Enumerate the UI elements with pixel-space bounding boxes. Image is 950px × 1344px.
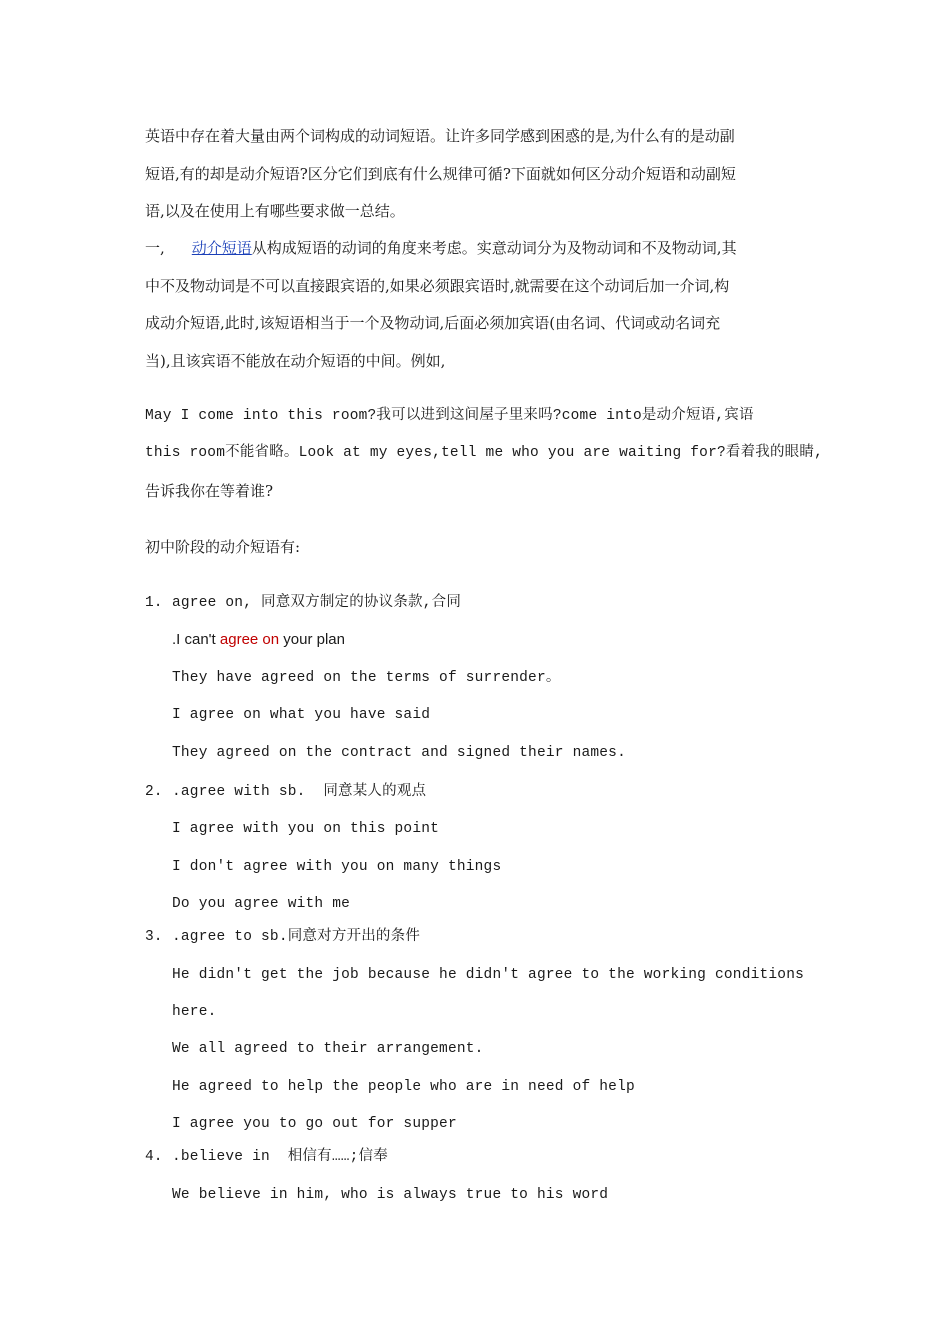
item-head: .agree to sb.同意对方开出的条件 xyxy=(172,929,421,945)
list-heading: 初中阶段的动介短语有: xyxy=(145,538,301,556)
section-marker: 一, xyxy=(145,239,165,257)
item-example: They have agreed on the terms of surrender。 xyxy=(172,670,561,686)
item-example: They agreed on the contract and signed their names. xyxy=(172,745,626,761)
item-example: I agree you to go out for supper xyxy=(172,1116,457,1132)
item-example: Do you agree with me xyxy=(172,896,351,912)
intro-line-3: 语,以及在使用上有哪些要求做一总结。 xyxy=(145,202,405,220)
item-example: He didn't get the job because he didn't agree to the working conditions xyxy=(172,967,805,983)
item-example: I agree on what you have said xyxy=(172,707,431,723)
item-number: 2. xyxy=(145,784,163,800)
item-highlight-example xyxy=(172,630,345,650)
section-1-line-2: 中不及物动词是不可以直接跟宾语的,如果必须跟宾语时,就需要在这个动词后加一介词,构 xyxy=(145,277,730,295)
intro-line-1: 英语中存在着大量由两个词构成的动词短语。让许多同学感到困惑的是,为什么有的是动副 xyxy=(145,127,735,145)
item-head: agree on, 同意双方制定的协议条款,合同 xyxy=(172,595,462,611)
highlight-after: your plan xyxy=(279,631,345,648)
item-example: here. xyxy=(172,1004,217,1020)
item-example: I agree with you on this point xyxy=(172,821,440,837)
highlight-phrase: agree on xyxy=(219,631,280,648)
section-1-line-1 xyxy=(145,238,737,258)
item-head: .agree with sb. 同意某人的观点 xyxy=(172,784,427,800)
highlight-before: .I can't xyxy=(172,631,220,648)
item-example: We all agreed to their arrangement. xyxy=(172,1041,484,1057)
verb-prep-phrase-link[interactable]: 动介短语 xyxy=(191,239,252,257)
item-example: He agreed to help the people who are in need of help xyxy=(172,1079,635,1095)
item-example: We believe in him, who is always true to his word xyxy=(172,1187,609,1203)
example-line-2: this room不能省略。Look at my eyes,tell me who you are waiting for?看着我的眼睛, xyxy=(145,445,823,461)
item-head: .believe in 相信有……;信奉 xyxy=(172,1149,388,1165)
item-number: 3. xyxy=(145,929,163,945)
example-line-1: May I come into this room?我可以进到这间屋子里来吗?come into是动介短语,宾语 xyxy=(145,408,754,424)
item-example: I don't agree with you on many things xyxy=(172,859,502,875)
section-1-line-3: 成动介短语,此时,该短语相当于一个及物动词,后面必须加宾语(由名词、代词或动名词充 xyxy=(145,314,721,332)
example-line-3: 告诉我你在等着谁? xyxy=(145,482,274,500)
item-number: 4. xyxy=(145,1149,163,1165)
item-number: 1. xyxy=(145,595,163,611)
section-1-text: 从构成短语的动词的角度来考虑。实意动词分为及物动词和不及物动词,其 xyxy=(251,239,737,257)
intro-line-2: 短语,有的却是动介短语?区分它们到底有什么规律可循?下面就如何区分动介短语和动副短 xyxy=(145,165,736,183)
section-1-line-4: 当),且该宾语不能放在动介短语的中间。例如, xyxy=(145,352,446,370)
